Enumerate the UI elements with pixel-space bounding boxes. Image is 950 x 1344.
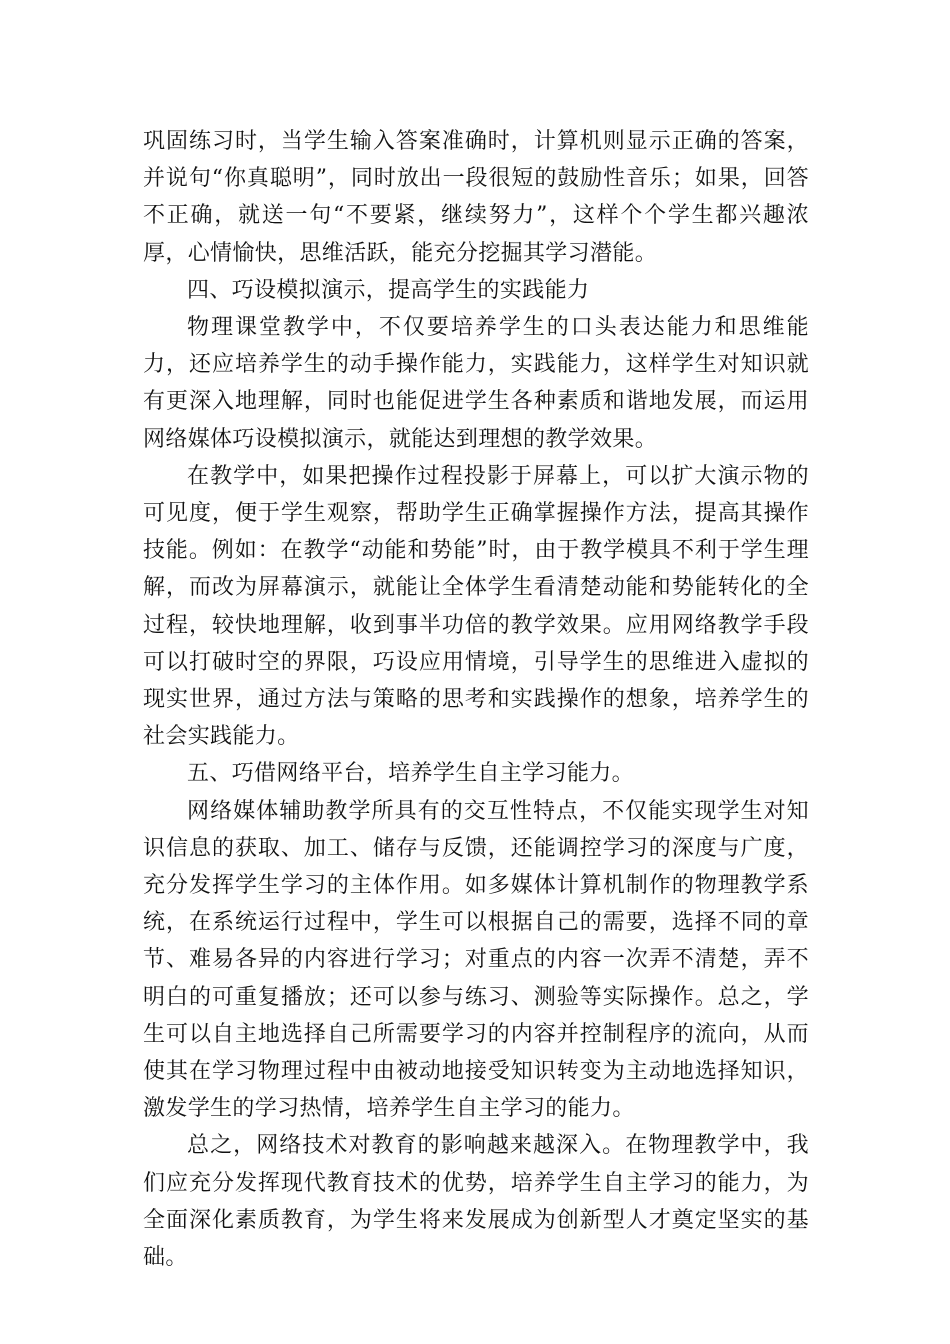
paragraph: 在教学中，如果把操作过程投影于屏幕上，可以扩大演示物的可见度，便于学生观察，帮助学生正确掌握操作方法，提高其操作技能。例如：在教学“动能和势能”时，由于教学模具不利于学生理解，而改为屏幕演示，就能让全体学生看清楚动能和势能转化的全过程，较快地理解，收到事半功倍的教学效果。应用网络教学手段可以打破时空的界限，巧设应用情境，引导学生的思维进入虚拟的现实世界，通过方法与策略的思考和实践操作的想象，培养学生的社会实践能力。 <box>143 463 809 750</box>
section-heading-5: 五、巧借网络平台，培养学生自主学习能力。 <box>187 761 635 787</box>
paragraph: 网络媒体辅助教学所具有的交互性特点，不仅能实现学生对知识信息的获取、加工、储存与反馈，还能调控学习的深度与广度，充分发挥学生学习的主体作用。如多媒体计算机制作的物理教学系统，在系统运行过程中，学生可以根据自己的需要，选择不同的章节、难易各异的内容进行学习；对重点的内容一次弄不清楚，弄不明白的可重复播放；还可以参与练习、测验等实际操作。总之，学生可以自主地选择自己所需要学习的内容并控制程序的流向，从而使其在学习物理过程中由被动地接受知识转变为主动地选择知识，激发学生的学习热情，培养学生自主学习的能力。 <box>143 798 809 1122</box>
paragraph: 物理课堂教学中，不仅要培养学生的口头表达能力和思维能力，还应培养学生的动手操作能力，实践能力，这样学生对知识就有更深入地理解，同时也能促进学生各种素质和谐地发展，而运用网络媒体巧设模拟演示，就能达到理想的教学效果。 <box>143 315 809 452</box>
document-page <box>143 123 809 1276</box>
paragraph-conclusion: 总之，网络技术对教育的影响越来越深入。在物理教学中，我们应充分发挥现代教育技术的优势，培养学生自主学习的能力，为全面深化素质教育，为学生将来发展成为创新型人才奠定坚实的基础。 <box>143 1133 809 1271</box>
paragraph-continuation: 巩固练习时，当学生输入答案准确时，计算机则显示正确的答案，并说句“你真聪明”，同时放出一段很短的鼓励性音乐；如果，回答不正确，就送一句“不要紧，继续努力”，这样个个学生都兴趣浓厚，心情愉快，思维活跃，能充分挖掘其学习潜能。 <box>143 129 809 266</box>
section-heading-4: 四、巧设模拟演示，提高学生的实践能力 <box>187 277 590 303</box>
